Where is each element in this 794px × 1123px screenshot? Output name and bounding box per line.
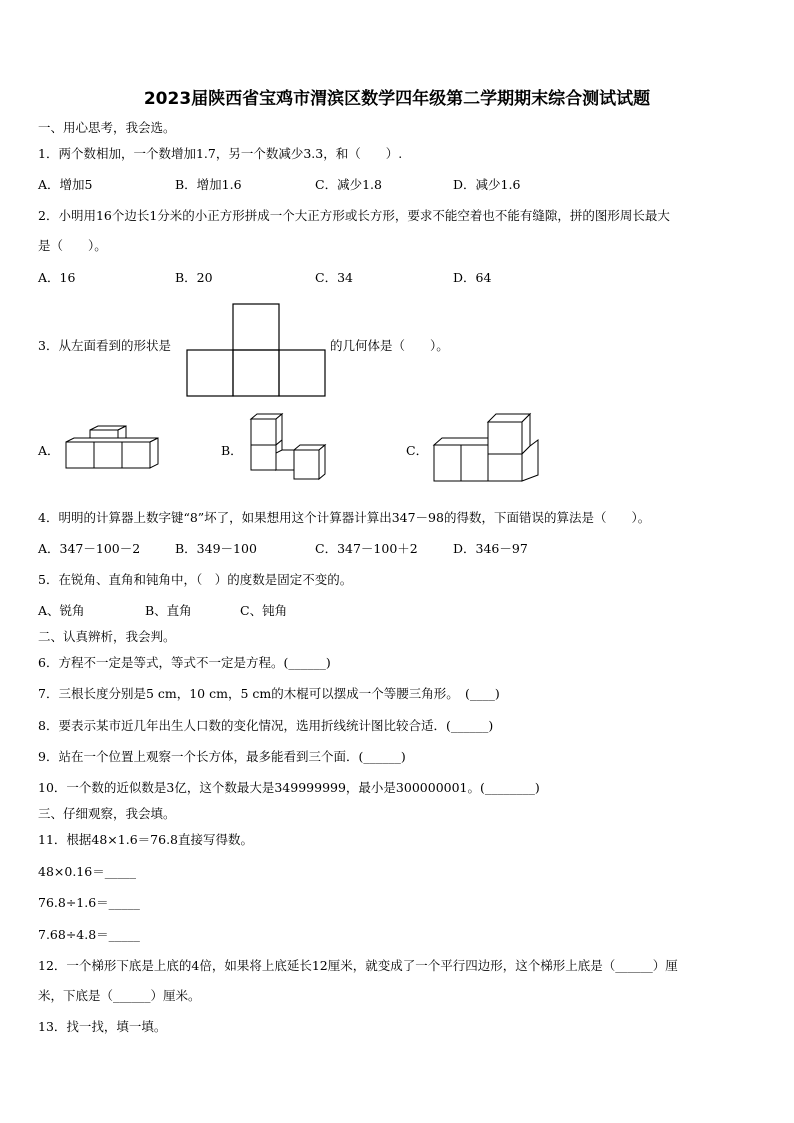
q5-option-a: A、锐角 xyxy=(38,603,85,618)
q2-option-a: A．16 xyxy=(38,270,76,285)
question-11: 11．根据48×1.6＝76.8直接写得数。 xyxy=(38,832,253,847)
q5-option-c: C、钝角 xyxy=(240,603,288,618)
q3-option-c: C． xyxy=(406,443,429,458)
q1-option-c: C．减少1.8 xyxy=(315,177,382,192)
q11-item-3: 7.68÷4.8＝_____ xyxy=(38,927,140,942)
question-5: 5．在锐角、直角和钝角中，（ ）的度数是固定不变的。 xyxy=(38,572,353,587)
page-title: 2023届陕西省宝鸡市渭滨区数学四年级第二学期期末综合测试试题 xyxy=(143,89,651,109)
q2-option-b: B．20 xyxy=(175,270,213,285)
cube-solid-a-figure xyxy=(66,426,164,478)
q1-option-d: D．减少1.6 xyxy=(453,177,521,192)
section-1-heading: 一、用心思考，我会选。 xyxy=(38,120,176,135)
q4-option-a: A．347－100－2 xyxy=(38,541,141,556)
q3-option-a: A． xyxy=(38,443,60,458)
q4-option-b: B．349－100 xyxy=(175,541,257,556)
q1-option-b: B．增加1.6 xyxy=(175,177,242,192)
question-1: 1．两个数相加，一个数增加1.7，另一个数减少3.3，和（ ）. xyxy=(38,146,403,161)
cube-solid-b-figure xyxy=(249,413,333,481)
q5-option-b: B、直角 xyxy=(145,603,192,618)
question-12-line-1: 12．一个梯形下底是上底的4倍，如果将上底延长12厘米，就变成了一个平行四边形，这个梯形上底是（______）厘 xyxy=(38,958,678,973)
question-3-suffix: 的几何体是（ ）。 xyxy=(330,338,449,353)
question-8: 8．要表示某市近几年出生人口数的变化情况，选用折线统计图比较合适．(______) xyxy=(38,718,494,733)
q1-option-a: A．增加5 xyxy=(38,177,93,192)
q3-option-b: B． xyxy=(221,443,243,458)
question-12-line-2: 米，下底是（______）厘米。 xyxy=(38,988,201,1003)
q2-option-c: C．34 xyxy=(315,270,353,285)
section-2-heading: 二、认真辨析，我会判。 xyxy=(38,629,176,644)
question-10: 10．一个数的近似数是3亿，这个数最大是349999999，最小是300000001。(________) xyxy=(38,780,540,795)
q4-option-c: C．347－100＋2 xyxy=(315,541,418,556)
section-3-heading: 三、仔细观察，我会填。 xyxy=(38,806,176,821)
cube-solid-c-figure xyxy=(434,409,542,483)
q2-option-d: D．64 xyxy=(453,270,492,285)
question-7: 7．三根长度分别是5 cm，10 cm，5 cm的木棍可以摆成一个等腰三角形。 (____) xyxy=(38,686,500,701)
question-2-line-2: 是（ ）。 xyxy=(38,238,107,253)
question-2-line-1: 2．小明用16个边长1分米的小正方形拼成一个大正方形或长方形，要求不能空着也不能有缝隙，拼的图形周长最大 xyxy=(38,208,670,223)
question-9: 9．站在一个位置上观察一个长方体，最多能看到三个面．(______) xyxy=(38,749,406,764)
question-4: 4．明明的计算器上数字键“8”坏了，如果想用这个计算器计算出347－98的得数，下面错误的算法是（ ）。 xyxy=(38,510,651,525)
q11-item-1: 48×0.16＝_____ xyxy=(38,864,136,879)
question-13: 13．找一找，填一填。 xyxy=(38,1019,167,1034)
q4-option-d: D．346－97 xyxy=(453,541,528,556)
left-view-figure xyxy=(186,303,326,397)
question-3-prefix: 3．从左面看到的形状是 xyxy=(38,338,171,353)
question-6: 6．方程不一定是等式，等式不一定是方程。(______) xyxy=(38,655,331,670)
q11-item-2: 76.8÷1.6＝_____ xyxy=(38,895,140,910)
